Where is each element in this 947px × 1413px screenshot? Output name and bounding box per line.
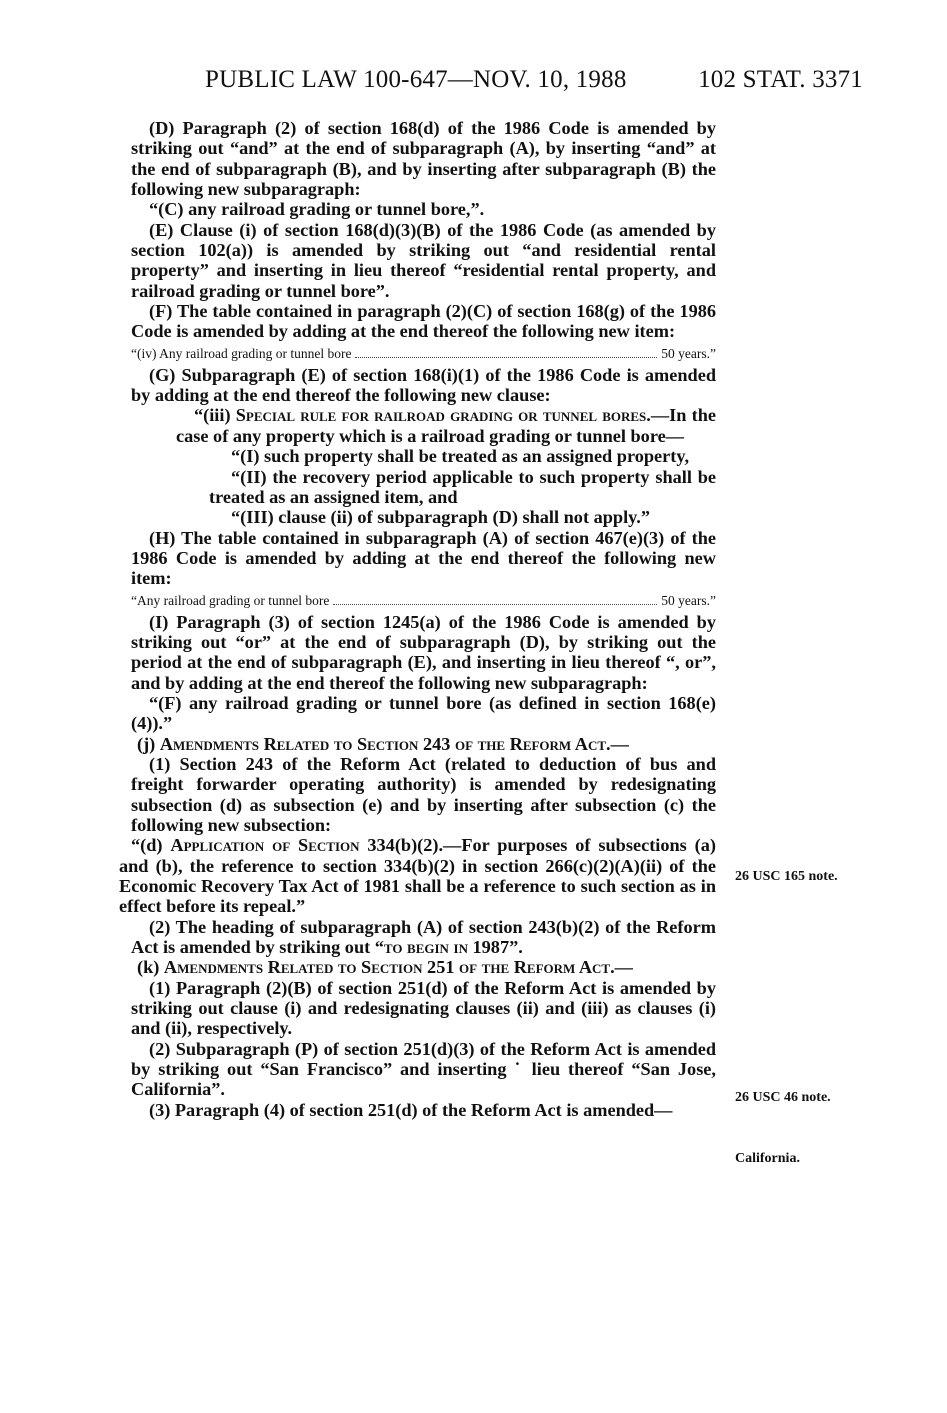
- clause-heading: Special rule for railroad grading or tunnel bores: [235, 405, 647, 426]
- paragraph-d: (D) Paragraph (2) of section 168(d) of the 1986 Code is amended by striking out “and” at the end of subparagraph (A), by inserting “and” at the end of subparagraph (B), and by inserting after subparagraph (B) the following new subparagraph:: [131, 118, 716, 200]
- margin-note-california: California.: [735, 1151, 800, 1166]
- table-item-value: 50 years.”: [661, 345, 716, 361]
- paragraph-f: (F) The table contained in paragraph (2)(C) of section 168(g) of the 1986 Code is amended by adding at the end thereof the following new item:: [131, 301, 716, 342]
- struck-heading: to begin in 1987: [383, 937, 510, 958]
- dot-leader: [333, 604, 657, 605]
- paragraph-e: (E) Clause (i) of section 168(d)(3)(B) of the 1986 Code (as amended by section 102(a)) is amended by striking out “and residential rental property” and inserting in lieu thereof “residential rental property, and railroad grading or tunnel bore”.: [131, 219, 716, 301]
- margin-note-usc-165: 26 USC 165 note.: [735, 869, 838, 884]
- quote-d: “(C) any railroad grading or tunnel bore,”.: [149, 199, 485, 220]
- table-item-h: [131, 591, 716, 611]
- heading-k: (k) Amendments Related to Section 251 of the Reform Act.—: [137, 957, 633, 978]
- paragraph-j-1: (1) Section 243 of the Reform Act (related to deduction of bus and freight forwarder operating authority) is amended by redesignating subsection (d) as subsection (e) and by inserting after subsection (c) the following new subsection:: [131, 753, 716, 835]
- subclause-i: “(I) such property shall be treated as an assigned property,: [231, 446, 690, 467]
- clause-g-iii: [131, 405, 716, 446]
- clause-lead: “(iii): [194, 405, 236, 426]
- section-heading: Amendments Related to Section 243 of the Reform Act: [159, 733, 607, 754]
- paragraph-i: (I) Paragraph (3) of section 1245(a) of the 1986 Code is amended by striking out “or” at the end of subparagraph (D), by striking out the period at the end of subparagraph (E), and inserting in lieu thereof “, or”, and by adding at the end thereof the following new subparagraph:: [131, 611, 716, 693]
- paragraph-k-1: (1) Paragraph (2)(B) of section 251(d) of the Reform Act is amended by striking out clause (i) and redesignating clauses (ii) and (iii) as clauses (i) and (ii), respectively.: [131, 977, 716, 1039]
- subsection-j-d: “(d) Application of Section 334(b)(2).—For purposes of subsections (a) and (b), the reference to section 334(b)(2) in section 266(c)(2)(A)(ii) of the Economic Recovery Tax Act of 1981 shall be a reference to such section as in effect before its repeal.”: [119, 835, 716, 917]
- page-header: [205, 66, 863, 94]
- document-body: [119, 118, 716, 1120]
- section-heading: Amendments Related to Section 251 of the Reform Act: [163, 957, 611, 978]
- subclause-ii: “(II) the recovery period applicable to such property shall be treated as an assigned item, and: [209, 466, 716, 507]
- paragraph-j-2: (2) The heading of subparagraph (A) of section 243(b)(2) of the Reform Act is amended by striking out “to begin in 1987”.: [131, 916, 716, 958]
- table-item-label: “(iv) Any railroad grading or tunnel bore: [131, 345, 352, 361]
- paragraph-h: (H) The table contained in subparagraph (A) of section 467(e)(3) of the 1986 Code is amended by adding at the end thereof the following new item:: [131, 527, 716, 589]
- margin-note-usc-46: 26 USC 46 note.: [735, 1090, 831, 1105]
- quote-i: “(F) any railroad grading or tunnel bore (as defined in section 168(e)(4)).”: [131, 692, 716, 734]
- subclause-iii: “(III) clause (ii) of subparagraph (D) shall not apply.”: [231, 507, 651, 528]
- dot-leader: [355, 357, 657, 358]
- header-stat-page: 102 STAT. 3371: [698, 66, 863, 93]
- subsection-heading: Application of Section: [170, 835, 360, 856]
- paragraph-k-2: (2) Subparagraph (P) of section 251(d)(3) of the Reform Act is amended by striking out “San Francisco” and inserting ˙ lieu thereof “San Jose, California”.: [131, 1038, 716, 1100]
- heading-j: (j) Amendments Related to Section 243 of the Reform Act.—: [137, 733, 629, 754]
- table-item-value: 50 years.”: [661, 592, 716, 608]
- paragraph-g: (G) Subparagraph (E) of section 168(i)(1) of the 1986 Code is amended by adding at the end thereof the following new clause:: [131, 364, 716, 406]
- clause-text: .—In the case of any property which is a railroad grading or tunnel bore—: [176, 405, 716, 446]
- header-title: PUBLIC LAW 100-647—NOV. 10, 1988: [205, 66, 627, 93]
- table-item-f: [131, 344, 716, 364]
- table-item-label: “Any railroad grading or tunnel bore: [131, 592, 330, 608]
- paragraph-k-3: (3) Paragraph (4) of section 251(d) of the Reform Act is amended—: [149, 1099, 673, 1120]
